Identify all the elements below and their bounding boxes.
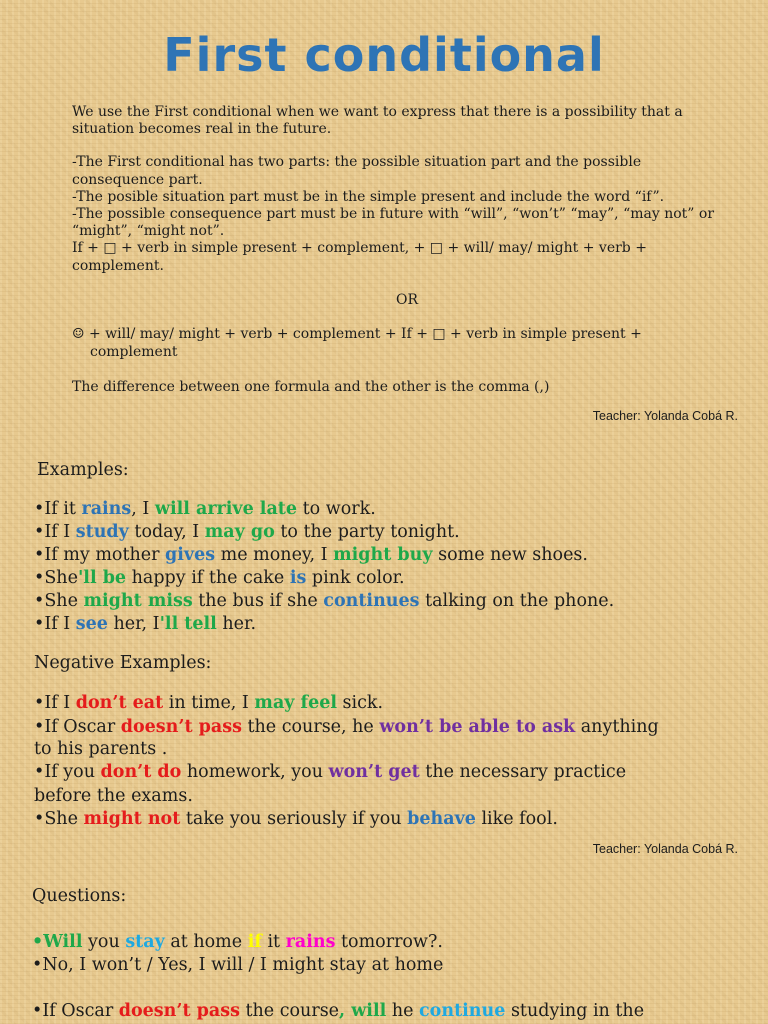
- intro-line: “might”, “might not”.: [72, 223, 225, 239]
- intro-line: We use the First conditional when we want to express that there is a possibility that a: [72, 104, 683, 120]
- page-title: First conditional: [163, 28, 605, 82]
- intro-line: consequence part.: [72, 172, 203, 188]
- example-sentence-continued: before the exams.: [34, 786, 193, 806]
- formula-line: If + □ + verb in simple present + complement, + □ + will/ may/ might + verb +: [72, 240, 647, 256]
- question-sentence: •If Oscar doesn’t pass the course, will he continue studying in the: [32, 1001, 645, 1021]
- example-sentence: •She'll be happy if the cake is pink color.: [34, 568, 405, 588]
- example-sentence: •If you don’t do homework, you won’t get the necessary practice: [34, 762, 627, 782]
- section-heading: Negative Examples:: [34, 653, 212, 673]
- formula-line: ☺ + will/ may/ might + verb + complement + If + □ + verb in simple present +: [72, 326, 642, 342]
- question-sentence: •Will you stay at home if it rains tomorrow?.: [32, 932, 443, 952]
- formula-line: complement: [90, 344, 178, 360]
- example-sentence: •If I see her, I'll tell her.: [34, 614, 257, 634]
- intro-line: The difference between one formula and the other is the comma (,): [72, 379, 550, 395]
- example-sentence: •If I study today, I may go to the party tonight.: [34, 522, 460, 542]
- or-separator: OR: [396, 292, 419, 308]
- example-sentence: •If I don’t eat in time, I may feel sick.: [34, 693, 384, 713]
- example-sentence: •If Oscar doesn’t pass the course, he won’t be able to ask anything: [34, 717, 659, 737]
- teacher-credit: Teacher: Yolanda Cobá R.: [592, 409, 738, 423]
- section-heading: Examples:: [37, 460, 129, 480]
- example-sentence: •If my mother gives me money, I might buy some new shoes.: [34, 545, 588, 565]
- example-sentence-continued: to his parents .: [34, 739, 168, 759]
- intro-line: -The possible consequence part must be in future with “will”, “won’t” “may”, “may not” or: [72, 206, 715, 222]
- intro-line: -The posible situation part must be in the simple present and include the word “if”.: [72, 189, 665, 205]
- example-sentence: •If it rains, I will arrive late to work.: [34, 499, 376, 519]
- formula-line: complement.: [72, 258, 164, 274]
- section-heading: Questions:: [32, 886, 127, 906]
- teacher-credit: Teacher: Yolanda Cobá R.: [592, 842, 738, 856]
- intro-line: -The First conditional has two parts: the possible situation part and the possible: [72, 154, 642, 170]
- example-sentence: •She might miss the bus if she continues talking on the phone.: [34, 591, 615, 611]
- example-sentence: •She might not take you seriously if you behave like fool.: [34, 809, 558, 829]
- intro-line: situation becomes real in the future.: [72, 121, 332, 137]
- answer-sentence: •No, I won’t / Yes, I will / I might stay at home: [32, 955, 444, 975]
